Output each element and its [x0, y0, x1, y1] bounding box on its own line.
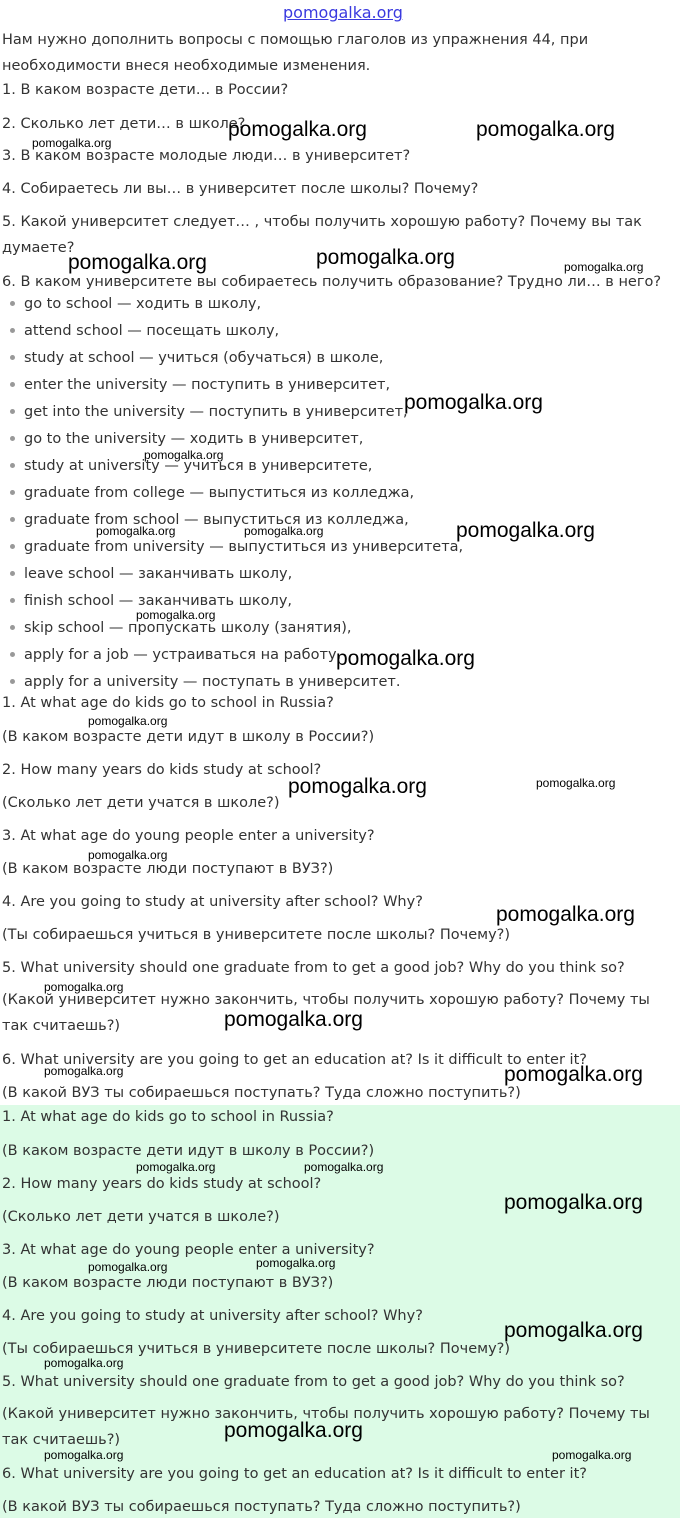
watermark: pomogalka.org [564, 260, 644, 274]
vocab-text: get into the university — поступить в университет, [24, 404, 408, 420]
vocab-item [10, 376, 390, 394]
watermark: pomogalka.org [404, 391, 543, 414]
answer-highlight-line: 4. Are you going to study at university after school? Why? [2, 1308, 423, 1324]
answer-highlight-line: (Какой университет нужно закончить, чтобы получить хорошую работу? Почему ты так считаешь?) [2, 1406, 650, 1448]
watermark: pomogalka.org [228, 118, 367, 141]
answer-highlight-line: (Ты собираешься учиться в университете после школы? Почему?) [2, 1341, 511, 1357]
answer-line: 1. At what age do kids go to school in Russia? [2, 695, 334, 711]
answer-highlight-line: 6. What university are you going to get an education at? Is it difficult to enter it? [2, 1466, 587, 1482]
vocab-text: attend school — посещать школу, [24, 323, 280, 339]
question-2: 2. Сколько лет дети… в школе? [2, 116, 246, 132]
watermark: pomogalka.org [88, 1260, 168, 1274]
answer-highlight-line: 2. How many years do kids study at school? [2, 1176, 322, 1192]
watermark: pomogalka.org [504, 1319, 643, 1342]
vocab-text: apply for a university — поступать в университет. [24, 674, 401, 690]
answer-line: 5. What university should one graduate from to get a good job? Why do you think so? [2, 960, 625, 976]
bullet-dot-icon [10, 625, 15, 630]
answer-line: (Ты собираешься учиться в университете после школы? Почему?) [2, 927, 511, 943]
vocab-text: graduate from college — выпуститься из колледжа, [24, 485, 415, 501]
bullet-dot-icon [10, 652, 15, 657]
vocab-text: go to school — ходить в школу, [24, 296, 262, 312]
bullet-dot-icon [10, 598, 15, 603]
vocab-text: graduate from university — выпуститься из университета, [24, 539, 464, 555]
watermark: pomogalka.org [224, 1419, 363, 1442]
watermark: pomogalka.org [88, 714, 168, 728]
watermark: pomogalka.org [136, 608, 216, 622]
answer-highlight-line: (Сколько лет дети учатся в школе?) [2, 1209, 280, 1225]
watermark: pomogalka.org [244, 524, 324, 538]
bullet-dot-icon [10, 355, 15, 360]
watermark: pomogalka.org [456, 519, 595, 542]
answer-highlight-line: (В каком возрасте дети идут в школу в России?) [2, 1143, 375, 1159]
vocab-text: skip school — пропускать школу (занятия), [24, 620, 352, 636]
watermark: pomogalka.org [68, 251, 207, 274]
answer-line: (В каком возрасте дети идут в школу в России?) [2, 729, 375, 745]
vocab-item [10, 511, 409, 529]
vocab-text: study at university — учиться в университете, [24, 458, 373, 474]
bullet-dot-icon [10, 328, 15, 333]
bullet-dot-icon [10, 490, 15, 495]
watermark: pomogalka.org [336, 647, 475, 670]
watermark: pomogalka.org [536, 776, 616, 790]
bullet-dot-icon [10, 463, 15, 468]
watermark: pomogalka.org [504, 1191, 643, 1214]
answer-line: 2. How many years do kids study at school? [2, 762, 322, 778]
question-5: 5. Какой университет следует… , чтобы получить хорошую работу? Почему вы так думаете? [2, 214, 642, 256]
vocab-item [10, 673, 400, 691]
answer-line: 3. At what age do young people enter a university? [2, 828, 375, 844]
watermark: pomogalka.org [504, 1063, 643, 1086]
bullet-dot-icon [10, 517, 15, 522]
vocab-item [10, 295, 261, 313]
site-link[interactable]: pomogalka.org [283, 3, 403, 22]
bullet-dot-icon [10, 436, 15, 441]
vocab-item [10, 484, 414, 502]
vocab-item [10, 349, 383, 367]
intro-text: Нам нужно дополнить вопросы с помощью глаголов из упражнения 44, при необходимости внеся необходимые изменения. [2, 32, 589, 74]
bullet-dot-icon [10, 301, 15, 306]
vocab-item [10, 565, 292, 583]
answer-line: (В каком возрасте люди поступают в ВУЗ?) [2, 861, 334, 877]
watermark: pomogalka.org [44, 1064, 124, 1078]
vocab-item [10, 403, 408, 421]
bullet-dot-icon [10, 409, 15, 414]
watermark: pomogalka.org [32, 136, 112, 150]
watermark: pomogalka.org [224, 1008, 363, 1031]
question-1: 1. В каком возрасте дети… в России? [2, 82, 289, 98]
question-4: 4. Собираетесь ли вы… в университет после школы? Почему? [2, 181, 479, 197]
vocab-text: enter the university — поступить в университет, [24, 377, 391, 393]
watermark: pomogalka.org [44, 980, 124, 994]
answer-line: 6. What university are you going to get an education at? Is it difficult to enter it? [2, 1052, 587, 1068]
vocab-text: study at school — учиться (обучаться) в школе, [24, 350, 384, 366]
watermark: pomogalka.org [316, 246, 455, 269]
watermark: pomogalka.org [496, 903, 635, 926]
watermark: pomogalka.org [44, 1356, 124, 1370]
watermark: pomogalka.org [476, 118, 615, 141]
bullet-dot-icon [10, 571, 15, 576]
answer-line: (Сколько лет дети учатся в школе?) [2, 795, 280, 811]
answer-line: 4. Are you going to study at university after school? Why? [2, 894, 423, 910]
vocab-item [10, 430, 363, 448]
watermark: pomogalka.org [96, 524, 176, 538]
question-3: 3. В каком возрасте молодые люди… в университет? [2, 148, 411, 164]
vocab-text: finish school — заканчивать школу, [24, 593, 293, 609]
answer-line: (В какой ВУЗ ты собираешься поступать? Туда сложно поступить?) [2, 1085, 521, 1101]
answer-highlight-line: (В какой ВУЗ ты собираешься поступать? Туда сложно поступить?) [2, 1499, 521, 1515]
watermark: pomogalka.org [288, 775, 427, 798]
watermark: pomogalka.org [256, 1256, 336, 1270]
vocab-text: leave school — заканчивать школу, [24, 566, 293, 582]
answer-highlight-line: 3. At what age do young people enter a university? [2, 1242, 375, 1258]
bullet-dot-icon [10, 544, 15, 549]
watermark: pomogalka.org [44, 1448, 124, 1462]
vocab-item [10, 538, 463, 556]
vocab-item [10, 646, 341, 664]
watermark: pomogalka.org [304, 1160, 384, 1174]
answer-line: (Какой университет нужно закончить, чтобы получить хорошую работу? Почему ты так считаешь?) [2, 992, 650, 1034]
bullet-dot-icon [10, 679, 15, 684]
vocab-item [10, 322, 279, 340]
vocab-text: graduate from school — выпуститься из колледжа, [24, 512, 409, 528]
bullet-dot-icon [10, 382, 15, 387]
watermark: pomogalka.org [552, 1448, 632, 1462]
question-6: 6. В каком университете вы собираетесь получить образование? Трудно ли… в него? [2, 274, 662, 290]
answer-highlight-line: 1. At what age do kids go to school in Russia? [2, 1109, 334, 1125]
watermark: pomogalka.org [136, 1160, 216, 1174]
answer-highlight-line: (В каком возрасте люди поступают в ВУЗ?) [2, 1275, 334, 1291]
vocab-text: go to the university — ходить в университет, [24, 431, 364, 447]
vocab-text: apply for a job — устраиваться на работу, [24, 647, 342, 663]
answer-highlight-line: 5. What university should one graduate from to get a good job? Why do you think so? [2, 1374, 625, 1390]
watermark: pomogalka.org [144, 448, 224, 462]
watermark: pomogalka.org [88, 848, 168, 862]
